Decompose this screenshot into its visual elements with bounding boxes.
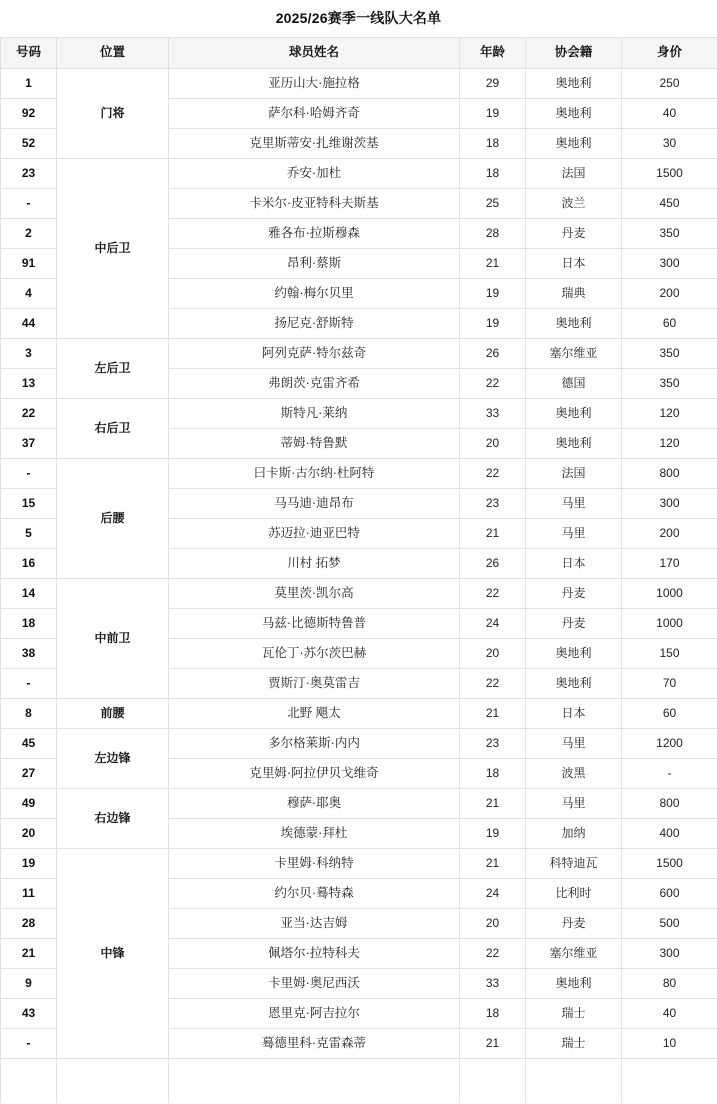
player-name: 苏迈拉·迪亚巴特	[169, 519, 460, 549]
player-age: 22	[460, 669, 526, 699]
player-number: -	[1, 459, 57, 489]
position-group-label: 右边锋	[57, 789, 169, 849]
filler-cell-value	[622, 1059, 717, 1104]
player-name: 扬尼克·舒斯特	[169, 309, 460, 339]
player-name: 雅各布·拉斯穆森	[169, 219, 460, 249]
player-age: 19	[460, 309, 526, 339]
player-age: 21	[460, 789, 526, 819]
player-name: 佩塔尔·拉特科夫	[169, 939, 460, 969]
player-number: 5	[1, 519, 57, 549]
player-nation: 日本	[526, 249, 622, 279]
player-age: 21	[460, 699, 526, 729]
filler-cell-nation	[526, 1059, 622, 1104]
player-market-value: 500	[622, 909, 717, 939]
player-number: 4	[1, 279, 57, 309]
player-market-value: 10	[622, 1029, 717, 1059]
player-name: 约尔贝·蓦特森	[169, 879, 460, 909]
table-row	[1, 699, 717, 729]
player-nation: 奥地利	[526, 69, 622, 99]
player-age: 18	[460, 999, 526, 1029]
player-age: 21	[460, 249, 526, 279]
column-header-nation: 协会籍	[526, 38, 622, 69]
table-row	[1, 159, 717, 189]
player-name: 昂利·蔡斯	[169, 249, 460, 279]
player-number: 11	[1, 879, 57, 909]
player-name: 马兹·比德斯特鲁普	[169, 609, 460, 639]
player-nation: 比利时	[526, 879, 622, 909]
player-nation: 奥地利	[526, 99, 622, 129]
player-nation: 奥地利	[526, 639, 622, 669]
player-name: 穆萨·耶奥	[169, 789, 460, 819]
player-nation: 法国	[526, 159, 622, 189]
player-nation: 加纳	[526, 819, 622, 849]
player-market-value: 300	[622, 939, 717, 969]
player-age: 22	[460, 459, 526, 489]
table-row	[1, 339, 717, 369]
player-nation: 丹麦	[526, 609, 622, 639]
player-age: 21	[460, 519, 526, 549]
table-row	[1, 729, 717, 759]
position-group-label: 左边锋	[57, 729, 169, 789]
player-number: 44	[1, 309, 57, 339]
player-number: 15	[1, 489, 57, 519]
player-market-value: 60	[622, 699, 717, 729]
player-number: 14	[1, 579, 57, 609]
column-header-number: 号码	[1, 38, 57, 69]
position-group-label: 前腰	[57, 699, 169, 729]
player-market-value: 1000	[622, 579, 717, 609]
player-name: 约翰·梅尔贝里	[169, 279, 460, 309]
player-number: 19	[1, 849, 57, 879]
player-name: 川村 拓梦	[169, 549, 460, 579]
player-age: 25	[460, 189, 526, 219]
table-body	[1, 69, 717, 1104]
player-name: 北野 飓太	[169, 699, 460, 729]
squad-table	[0, 37, 717, 1104]
player-age: 22	[460, 369, 526, 399]
player-market-value: 1500	[622, 159, 717, 189]
player-name: 莫里茨·凯尔高	[169, 579, 460, 609]
player-number: -	[1, 1029, 57, 1059]
table-row	[1, 459, 717, 489]
player-nation: 马里	[526, 729, 622, 759]
table-header-row	[1, 38, 717, 69]
player-name: 马马迪·迪昂布	[169, 489, 460, 519]
player-name: 埃德蒙·拜杜	[169, 819, 460, 849]
player-age: 24	[460, 879, 526, 909]
column-header-position: 位置	[57, 38, 169, 69]
player-market-value: 170	[622, 549, 717, 579]
position-group-label: 中后卫	[57, 159, 169, 339]
player-market-value: 80	[622, 969, 717, 999]
player-age: 20	[460, 429, 526, 459]
player-number: 16	[1, 549, 57, 579]
player-number: -	[1, 669, 57, 699]
player-market-value: 40	[622, 99, 717, 129]
player-market-value: 200	[622, 519, 717, 549]
player-market-value: 40	[622, 999, 717, 1029]
player-market-value: 800	[622, 789, 717, 819]
table-filler-row	[1, 1059, 717, 1104]
player-name: 瓦伦丁·苏尔茨巴赫	[169, 639, 460, 669]
table-row	[1, 789, 717, 819]
player-name: 蒂姆·特鲁默	[169, 429, 460, 459]
player-name: 多尔格莱斯·内内	[169, 729, 460, 759]
player-nation: 丹麦	[526, 579, 622, 609]
player-nation: 马里	[526, 519, 622, 549]
position-group-label: 左后卫	[57, 339, 169, 399]
column-header-name: 球员姓名	[169, 38, 460, 69]
player-number: 20	[1, 819, 57, 849]
player-number: 28	[1, 909, 57, 939]
player-nation: 丹麦	[526, 909, 622, 939]
player-number: -	[1, 189, 57, 219]
player-market-value: 600	[622, 879, 717, 909]
player-name: 萨尔科·哈姆齐奇	[169, 99, 460, 129]
player-age: 19	[460, 819, 526, 849]
player-name: 蓦德里科·克雷森蒂	[169, 1029, 460, 1059]
table-row	[1, 579, 717, 609]
player-name: 曰卡斯·古尔纳·杜阿特	[169, 459, 460, 489]
player-name: 弗朗茨·克雷齐希	[169, 369, 460, 399]
position-group-label: 门将	[57, 69, 169, 159]
player-market-value: 250	[622, 69, 717, 99]
player-nation: 德国	[526, 369, 622, 399]
player-name: 亚当·达吉姆	[169, 909, 460, 939]
player-market-value: 800	[622, 459, 717, 489]
player-nation: 丹麦	[526, 219, 622, 249]
player-number: 43	[1, 999, 57, 1029]
table-header	[1, 38, 717, 69]
player-age: 26	[460, 549, 526, 579]
player-market-value: 300	[622, 249, 717, 279]
player-age: 29	[460, 69, 526, 99]
player-nation: 瑞士	[526, 1029, 622, 1059]
table-row	[1, 399, 717, 429]
player-age: 21	[460, 1029, 526, 1059]
player-age: 18	[460, 129, 526, 159]
player-number: 91	[1, 249, 57, 279]
position-group-label: 右后卫	[57, 399, 169, 459]
player-market-value: 70	[622, 669, 717, 699]
player-nation: 日本	[526, 699, 622, 729]
player-market-value: 1500	[622, 849, 717, 879]
player-name: 亚历山大·施拉格	[169, 69, 460, 99]
filler-cell-age	[460, 1059, 526, 1104]
player-age: 18	[460, 759, 526, 789]
player-nation: 奥地利	[526, 969, 622, 999]
player-number: 1	[1, 69, 57, 99]
player-number: 92	[1, 99, 57, 129]
player-age: 20	[460, 909, 526, 939]
filler-cell-position	[57, 1059, 169, 1104]
player-number: 49	[1, 789, 57, 819]
player-name: 克里姆·阿拉伊贝戈维奇	[169, 759, 460, 789]
player-nation: 法国	[526, 459, 622, 489]
player-name: 克里斯蒂安·扎维谢茨基	[169, 129, 460, 159]
player-age: 22	[460, 579, 526, 609]
table-row	[1, 69, 717, 99]
player-market-value: 1000	[622, 609, 717, 639]
player-age: 20	[460, 639, 526, 669]
player-age: 18	[460, 159, 526, 189]
player-nation: 奥地利	[526, 669, 622, 699]
player-name: 贾斯汀·奥莫雷吉	[169, 669, 460, 699]
player-age: 23	[460, 729, 526, 759]
position-group-label: 中锋	[57, 849, 169, 1059]
player-nation: 波兰	[526, 189, 622, 219]
position-group-label: 后腰	[57, 459, 169, 579]
player-number: 37	[1, 429, 57, 459]
player-age: 33	[460, 399, 526, 429]
player-market-value: 450	[622, 189, 717, 219]
column-header-age: 年龄	[460, 38, 526, 69]
player-market-value: 400	[622, 819, 717, 849]
player-nation: 科特迪瓦	[526, 849, 622, 879]
player-number: 2	[1, 219, 57, 249]
player-age: 21	[460, 849, 526, 879]
player-nation: 塞尔维亚	[526, 339, 622, 369]
page-title: 2025/26赛季一线队大名单	[0, 0, 717, 37]
filler-cell-number	[1, 1059, 57, 1104]
player-number: 22	[1, 399, 57, 429]
player-number: 8	[1, 699, 57, 729]
player-market-value: 30	[622, 129, 717, 159]
player-nation: 瑞士	[526, 999, 622, 1029]
player-market-value: 60	[622, 309, 717, 339]
player-number: 21	[1, 939, 57, 969]
player-market-value: -	[622, 759, 717, 789]
player-name: 斯特凡·莱纳	[169, 399, 460, 429]
player-market-value: 350	[622, 339, 717, 369]
player-nation: 马里	[526, 489, 622, 519]
player-name: 乔安·加杜	[169, 159, 460, 189]
player-nation: 日本	[526, 549, 622, 579]
player-name: 卡里姆·奥尼西沃	[169, 969, 460, 999]
player-nation: 瑞典	[526, 279, 622, 309]
player-name: 卡里姆·科纳特	[169, 849, 460, 879]
player-nation: 奥地利	[526, 399, 622, 429]
position-group-label: 中前卫	[57, 579, 169, 699]
player-number: 3	[1, 339, 57, 369]
player-nation: 波黑	[526, 759, 622, 789]
player-nation: 马里	[526, 789, 622, 819]
player-age: 23	[460, 489, 526, 519]
player-market-value: 350	[622, 219, 717, 249]
player-age: 28	[460, 219, 526, 249]
player-age: 19	[460, 99, 526, 129]
player-number: 13	[1, 369, 57, 399]
player-nation: 奥地利	[526, 309, 622, 339]
player-nation: 奥地利	[526, 129, 622, 159]
player-age: 22	[460, 939, 526, 969]
player-name: 恩里克·阿吉拉尔	[169, 999, 460, 1029]
player-name: 阿列克萨·特尔兹奇	[169, 339, 460, 369]
player-name: 卡米尔·皮亚特科夫斯基	[169, 189, 460, 219]
player-number: 52	[1, 129, 57, 159]
player-number: 38	[1, 639, 57, 669]
player-nation: 塞尔维亚	[526, 939, 622, 969]
player-nation: 奥地利	[526, 429, 622, 459]
player-market-value: 120	[622, 399, 717, 429]
player-market-value: 300	[622, 489, 717, 519]
player-number: 23	[1, 159, 57, 189]
player-market-value: 200	[622, 279, 717, 309]
player-market-value: 1200	[622, 729, 717, 759]
table-row	[1, 849, 717, 879]
filler-cell-name	[169, 1059, 460, 1104]
column-header-value: 身价	[622, 38, 717, 69]
player-age: 19	[460, 279, 526, 309]
player-market-value: 120	[622, 429, 717, 459]
player-age: 26	[460, 339, 526, 369]
player-number: 18	[1, 609, 57, 639]
player-number: 9	[1, 969, 57, 999]
player-age: 33	[460, 969, 526, 999]
player-market-value: 350	[622, 369, 717, 399]
player-number: 27	[1, 759, 57, 789]
player-age: 24	[460, 609, 526, 639]
player-market-value: 150	[622, 639, 717, 669]
player-number: 45	[1, 729, 57, 759]
